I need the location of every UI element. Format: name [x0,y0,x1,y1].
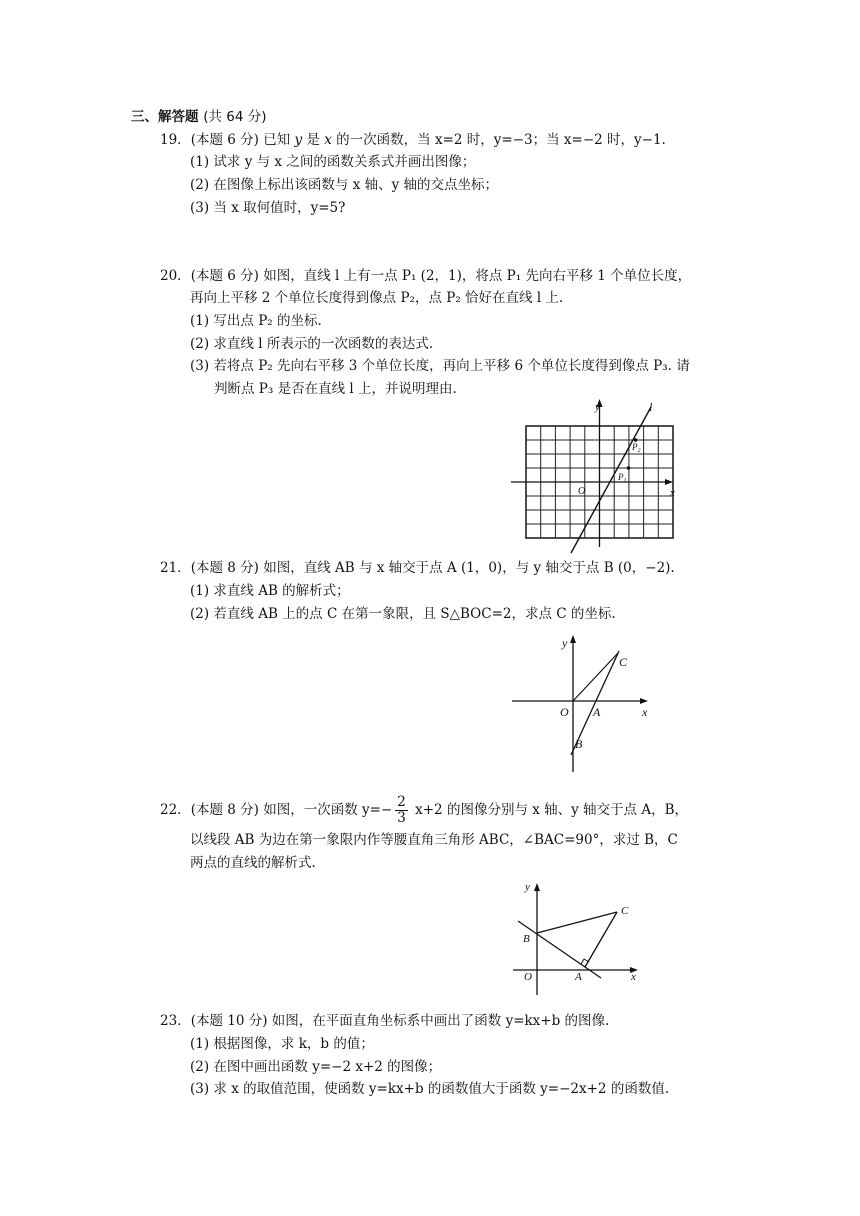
q21-part-1: (1) 求直线 AB 的解析式； [190,583,350,599]
q23-part-3: (3) 求 x 的取值范围，使函数 y=kx+b 的函数值大于函数 y=−2x+2 的函数值. [190,1081,670,1097]
q19-points: (本题 6 分) [190,132,259,148]
q20-axes [511,403,668,547]
q19-stem-text: 是 [302,132,325,148]
q22-y-label: y [525,881,530,893]
q22-frac-num: 2 [397,794,406,810]
q22-frac-den: 3 [397,810,406,826]
q19-stem-text: 的一次函数，当 [331,132,435,148]
section-heading [131,108,267,126]
q21-segment-oc [573,653,618,701]
y-axis-arrow [570,635,576,643]
q20-number: 20． [160,268,191,284]
q20-x-label: x [670,487,675,499]
q21-figure [505,630,665,778]
q19-var: x [324,132,332,148]
q21-stem [160,559,675,577]
q19-part-2: (2) 在图像上标出该函数与 x 轴、y 轴的交点坐标； [190,177,499,193]
q21-b-label: B [575,737,583,751]
q19-var: y [294,132,303,148]
q19-number: 19． [160,132,191,148]
q20-part-2: (2) 求直线 l 所表示的一次函数的表达式. [190,336,434,352]
q22-origin-label: O [524,971,532,983]
q20-y-label: y [595,401,600,413]
q20-l-label: l [649,400,653,414]
q22-a-label: A [575,971,582,983]
q20-part-3-cont: 判断点 P₃ 是否在直线 l 上，并说明理由. [214,381,457,397]
section-points: (共 64 分) [203,109,267,125]
q22-number: 22． [160,802,191,818]
q23-line-1: 如图，在平面直角坐标系中画出了函数 y=kx+b 的图像. [267,1013,610,1029]
q22-points: (本题 8 分) [190,802,259,818]
x-axis-arrow [665,479,673,485]
q22-figure [505,876,650,998]
q22-segment-ca [585,912,617,967]
q20-stem [160,267,691,285]
q20-part-3: (3) 若将点 P₂ 先向右平移 3 个单位长度，再向上平移 6 个单位长度得到像点 P₃. 请 [190,358,690,374]
q21-part-2: (2) 若直线 AB 上的点 C 在第一象限，且 S△BOC=2，求点 C 的坐标. [190,606,616,622]
q20-figure [505,395,695,557]
q19-part-3: (3) 当 x 取何值时，y=5? [190,200,346,216]
q20-origin-label: O [578,486,586,497]
q21-origin-label: O [560,705,569,719]
q23-stem [160,1012,609,1030]
q22-b-label: B [523,933,530,945]
q19-stem-text: 已知 [258,132,295,148]
q23-points: (本题 10 分) [190,1013,268,1029]
q22-line-2: 以线段 AB 为边在第一象限内作等腰直角三角形 ABC，∠BAC=90°，求过 B，C [190,832,678,848]
q21-points: (本题 8 分) [190,560,259,576]
q20-points: (本题 6 分) [190,268,259,284]
q20-line-1: 如图，直线 l 上有一点 P₁ (2，1)，将点 P₁ 先向右平移 1 个单位长度， [258,268,692,284]
q22-line-3: 两点的直线的解析式. [190,855,316,871]
q20-line-2: 再向上平移 2 个单位长度得到像点 P₂，点 P₂ 恰好在直线 l 上. [190,290,564,306]
q22-x-label: x [631,971,636,983]
q23-part-2: (2) 在图中画出函数 y=−2 x+2 的图像； [190,1059,442,1075]
q20-point-p1 [627,466,631,470]
q21-c-label: C [619,655,628,669]
q21-y-label: y [562,636,568,650]
q22-fraction [395,795,408,826]
section-title: 三、解答题 [131,109,199,125]
q19-condition: x=2 时，y=−3；当 x=−2 时，y−1. [434,132,666,148]
q21-number: 21． [160,560,191,576]
x-axis-arrow [640,698,648,704]
q22-stem [160,793,688,827]
q23-part-1: (1) 根据图像，求 k，b 的值； [190,1036,374,1052]
y-axis-arrow [534,883,540,891]
q22-c-label: C [621,905,629,917]
q23-number: 23． [160,1013,191,1029]
q21-x-label: x [642,705,648,719]
q21-line-1: 如图，直线 AB 与 x 轴交于点 A (1，0)，与 y 轴交于点 B (0，−2). [258,560,675,576]
q20-p2-label: $P_2$ [632,442,641,454]
q20-line-l [571,407,651,553]
q22-line-1a: 如图，一次函数 y=− [258,802,393,818]
q20-part-1: (1) 写出点 P₂ 的坐标. [190,313,322,329]
q22-line-1b: x+2 的图像分别与 x 轴、y 轴交于点 A，B， [410,802,689,818]
q22-segment-bc [537,912,617,933]
q19-part-1: (1) 试求 y 与 x 之间的函数关系式并画出图像； [190,154,476,170]
q20-p1-label: $P_1$ [618,472,627,484]
q19-stem [160,131,666,149]
q21-a-label: A [593,705,601,719]
